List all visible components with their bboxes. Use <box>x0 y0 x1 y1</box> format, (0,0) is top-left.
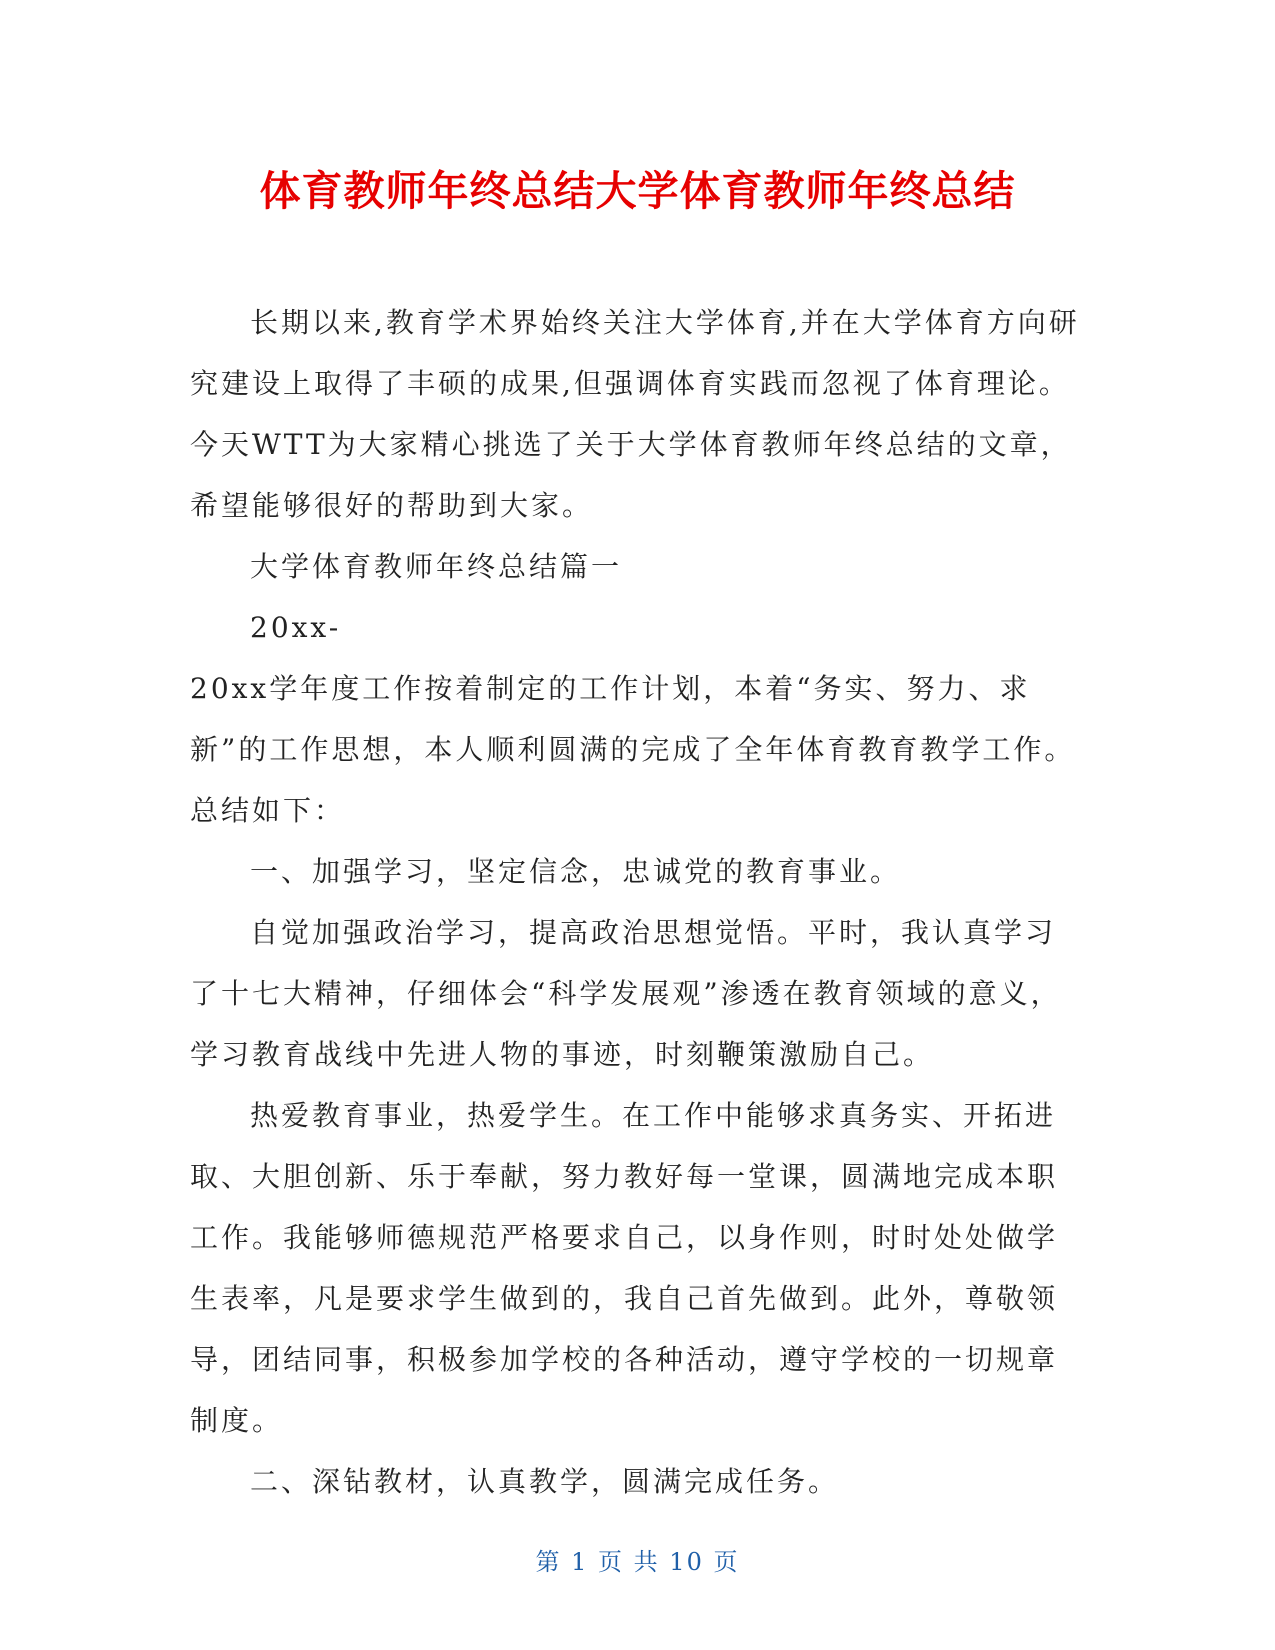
document-body <box>190 292 1085 1512</box>
document-title: 体育教师年终总结大学体育教师年终总结 <box>259 167 1016 215</box>
section-heading-one: 一、加强学习，坚定信念，忠诚党的教育事业。 <box>250 855 902 888</box>
section-heading-two: 二、深钻教材，认真教学，圆满完成任务。 <box>250 1465 840 1498</box>
section-heading-part-one: 大学体育教师年终总结篇一 <box>250 550 623 583</box>
school-year-start: 20xx- <box>250 611 342 644</box>
work-summary-paragraph: 20xx学年度工作按着制定的工作计划，本着“务实、努力、求新”的工作思想，本人顺利圆满的完成了全年体育教育教学工作。总结如下： <box>190 672 1076 827</box>
political-study-paragraph: 自觉加强政治学习，提高政治思想觉悟。平时，我认真学习了十七大精神，仔细体会“科学发展观”渗透在教育领域的意义，学习教育战线中先进人物的事迹，时刻鞭策激励自己。 <box>190 916 1062 1071</box>
intro-paragraph: 长期以来,教育学术界始终关注大学体育,并在大学体育方向研究建设上取得了丰硕的成果,但强调体育实践而忽视了体育理论。今天WTT为大家精心挑选了关于大学体育教师年终总结的文章，希望能够很好的帮助到大家。 <box>190 306 1080 522</box>
page-number-footer: 第 1 页 共 10 页 <box>535 1548 740 1576</box>
education-dedication-paragraph: 热爱教育事业，热爱学生。在工作中能够求真务实、开拓进取、大胆创新、乐于奉献，努力教好每一堂课，圆满地完成本职工作。我能够师德规范严格要求自己，以身作则，时时处处做学生表率，凡是要求学生做到的，我自己首先做到。此外，尊敬领导，团结同事，积极参加学校的各种活动，遵守学校的一切规章制度。 <box>190 1099 1059 1437</box>
